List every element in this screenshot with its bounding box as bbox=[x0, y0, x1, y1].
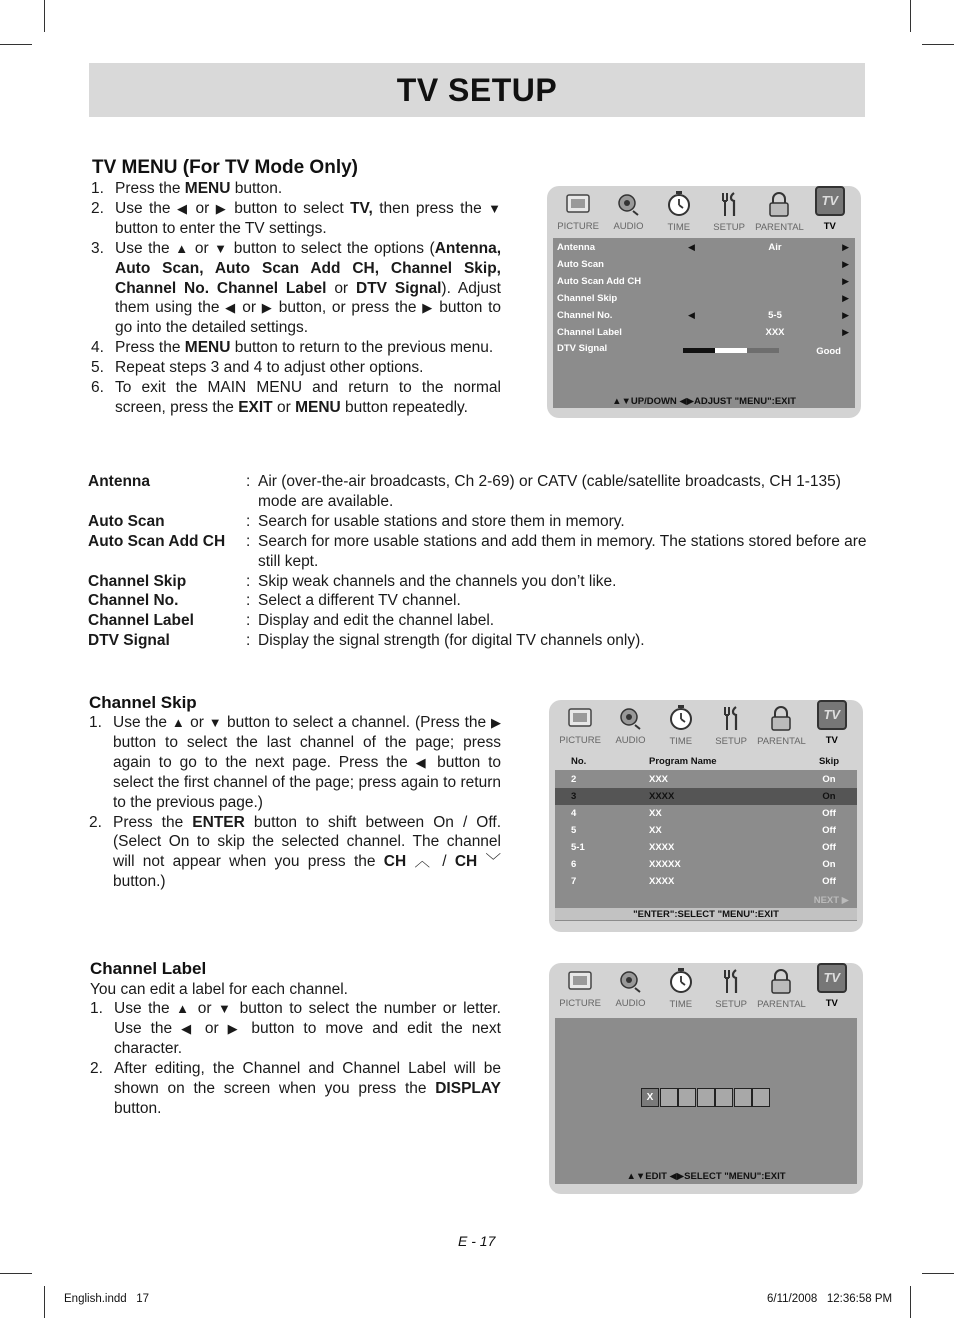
osd-tab-label: SETUP bbox=[715, 736, 747, 747]
program-name: XX bbox=[649, 825, 662, 836]
step-text-run: Press the bbox=[115, 339, 185, 357]
picture-icon bbox=[563, 190, 593, 217]
tv-icon bbox=[815, 190, 845, 217]
osd-row-label: Auto Scan bbox=[557, 259, 604, 270]
tv-badge: TV bbox=[817, 963, 847, 993]
osd-tab-label: TV bbox=[823, 221, 836, 232]
skip-state[interactable]: On bbox=[822, 774, 836, 785]
osd-tab-bar bbox=[555, 967, 857, 1009]
step-text-run: or bbox=[185, 714, 209, 731]
osd-tab-label: PICTURE bbox=[559, 735, 601, 746]
time-icon bbox=[666, 967, 696, 995]
osd-row-dtv-signal bbox=[557, 340, 849, 357]
skip-state[interactable]: Off bbox=[822, 842, 836, 853]
step-number: 2. bbox=[90, 1059, 103, 1077]
col-header-no: No. bbox=[571, 756, 587, 767]
osd-menu-row[interactable] bbox=[557, 256, 849, 273]
skip-state[interactable]: Off bbox=[822, 808, 836, 819]
definition-term: Auto Scan bbox=[88, 512, 165, 530]
step-text-run: or bbox=[236, 299, 262, 317]
time-icon bbox=[664, 190, 694, 218]
definition-colon: : bbox=[246, 612, 251, 630]
step-text-run: or bbox=[272, 398, 296, 416]
step-text-run: button to return to the previous menu. bbox=[230, 339, 494, 357]
arrow-icon: ▶ bbox=[215, 200, 228, 216]
step-item bbox=[91, 338, 501, 358]
step-item bbox=[91, 378, 501, 418]
osd-nav-hint: "ENTER":SELECT "MENU":EXIT bbox=[633, 909, 779, 920]
channel-skip-steps bbox=[89, 713, 501, 892]
step-text bbox=[115, 199, 501, 239]
step-text-run: ﹀ button.) bbox=[113, 853, 501, 891]
arrow-icon: ▲ bbox=[171, 715, 186, 730]
osd-row-value: Air bbox=[768, 242, 782, 253]
arrow-icon: ▶ bbox=[422, 300, 434, 316]
button-name: MENU bbox=[184, 339, 231, 357]
label-char-box[interactable] bbox=[660, 1088, 678, 1107]
channel-number: 5-1 bbox=[571, 842, 585, 853]
step-item bbox=[90, 1059, 501, 1119]
definition-colon: : bbox=[246, 473, 251, 490]
osd-tab-label: PICTURE bbox=[557, 221, 599, 232]
osd-menu-row[interactable] bbox=[557, 307, 849, 324]
step-number: 2. bbox=[91, 199, 104, 217]
definition-colon: : bbox=[246, 512, 251, 530]
tv-menu-heading: TV MENU (For TV Mode Only) bbox=[92, 157, 358, 178]
button-name: ENTER bbox=[192, 813, 245, 831]
channel-row[interactable] bbox=[555, 839, 857, 856]
step-text-run: button to shift between On / Off. (Select On to skip the selected channel. The channel will not appear when you press the bbox=[113, 813, 502, 871]
osd-tab-label: SETUP bbox=[715, 999, 747, 1010]
signal-quality: Good bbox=[816, 346, 841, 357]
step-item bbox=[91, 239, 501, 339]
step-item bbox=[89, 813, 501, 893]
osd-tab-setup[interactable] bbox=[704, 190, 754, 232]
osd-row-label: Channel Label bbox=[557, 327, 622, 338]
arrow-icon: ▼ bbox=[488, 200, 501, 216]
setup-icon bbox=[716, 704, 746, 732]
osd-row-label: Antenna bbox=[557, 242, 595, 253]
label-char-box[interactable]: X bbox=[641, 1088, 659, 1107]
arrow-icon: ◀ bbox=[225, 300, 237, 316]
channel-row[interactable] bbox=[555, 856, 857, 873]
col-header-program-name: Program Name bbox=[649, 756, 717, 767]
channel-row[interactable] bbox=[555, 873, 857, 890]
osd-tab-label: AUDIO bbox=[615, 735, 646, 746]
osd-row-label: Channel Skip bbox=[557, 293, 618, 304]
step-number: 1. bbox=[89, 714, 102, 731]
channel-label-osd bbox=[549, 963, 863, 1194]
definition-text: Select a different TV channel. bbox=[258, 592, 461, 610]
step-text-run: button. bbox=[114, 1099, 162, 1117]
osd-tab-picture[interactable] bbox=[555, 967, 605, 1009]
osd-tab-picture[interactable] bbox=[553, 190, 603, 232]
skip-table-header bbox=[555, 753, 857, 770]
osd-tab-label: TV bbox=[825, 998, 838, 1009]
definition-text: Search for usable stations and store them in memory. bbox=[258, 512, 625, 530]
crop-mark bbox=[922, 1273, 954, 1274]
program-name: XXXX bbox=[649, 842, 675, 853]
right-arrow-icon: ▶ bbox=[842, 310, 849, 320]
picture-icon bbox=[565, 704, 595, 731]
definition-row bbox=[88, 512, 868, 532]
signal-meter-segment bbox=[683, 348, 715, 353]
step-text-run: After editing, the Channel and Channel Label will be shown on the screen when you press the bbox=[114, 1059, 501, 1097]
osd-tab-picture[interactable] bbox=[555, 704, 605, 746]
skip-state[interactable]: Off bbox=[822, 876, 836, 887]
osd-menu-row[interactable] bbox=[557, 273, 849, 290]
step-number: 1. bbox=[90, 1000, 103, 1017]
definition-term: Antenna bbox=[88, 473, 150, 490]
program-name: XXX bbox=[649, 774, 669, 785]
osd-tab-label: PARENTAL bbox=[757, 999, 806, 1010]
label-char-box[interactable] bbox=[678, 1088, 696, 1107]
step-number: 3. bbox=[91, 239, 104, 257]
crop-mark bbox=[910, 0, 911, 32]
osd-tab-label: TV bbox=[825, 735, 838, 746]
button-name: DISPLAY bbox=[435, 1079, 501, 1097]
osd-tab-parental[interactable] bbox=[756, 967, 806, 1009]
step-number: 6. bbox=[91, 379, 104, 397]
definition-term: DTV Signal bbox=[88, 632, 170, 650]
label-char-box[interactable] bbox=[734, 1088, 752, 1107]
option-definitions bbox=[88, 472, 868, 651]
crop-mark bbox=[922, 44, 954, 45]
step-text-run: button to select the last channel of the page; press again to go to the next page. Press the bbox=[113, 733, 501, 771]
step-text bbox=[113, 713, 501, 813]
step-text-run: button. bbox=[230, 180, 283, 197]
channel-label-intro: You can edit a label for each channel. bbox=[90, 981, 348, 998]
step-text bbox=[115, 358, 501, 378]
skip-state[interactable]: On bbox=[822, 859, 836, 870]
channel-label-steps bbox=[90, 999, 501, 1118]
osd-tab-label: PARENTAL bbox=[755, 222, 804, 233]
channel-number: 3 bbox=[571, 791, 577, 802]
crop-mark bbox=[910, 1286, 911, 1318]
button-name: MENU bbox=[295, 398, 341, 416]
osd-tab-setup[interactable] bbox=[706, 704, 756, 746]
osd-tab-bar bbox=[555, 704, 857, 746]
osd-tab-parental[interactable] bbox=[756, 704, 806, 746]
step-number: 4. bbox=[91, 339, 104, 357]
audio-icon bbox=[615, 704, 645, 731]
step-text-run: button to select bbox=[227, 199, 351, 217]
step-text-run: Use the bbox=[114, 1000, 177, 1017]
definition-row bbox=[88, 611, 868, 631]
channel-number: 5 bbox=[571, 825, 577, 836]
crop-mark bbox=[0, 44, 32, 45]
definition-text: Display and edit the channel label. bbox=[258, 612, 495, 630]
crop-mark bbox=[44, 0, 45, 32]
osd-row-label: DTV Signal bbox=[557, 343, 608, 354]
button-name: MENU bbox=[184, 180, 231, 197]
right-arrow-icon: ▶ bbox=[842, 276, 849, 286]
step-text-run: or bbox=[326, 279, 356, 297]
channel-number: 2 bbox=[571, 774, 577, 785]
program-name: XXXX bbox=[649, 876, 675, 887]
step-text bbox=[115, 378, 501, 418]
arrow-icon: ◀ bbox=[415, 754, 430, 770]
definition-colon: : bbox=[246, 592, 251, 610]
channel-row[interactable] bbox=[555, 822, 857, 839]
osd-tab-time[interactable] bbox=[656, 704, 706, 746]
channel-row[interactable] bbox=[555, 771, 857, 788]
definition-text: Display the signal strength (for digital TV channels only). bbox=[258, 632, 645, 650]
osd-tab-label: TIME bbox=[669, 736, 693, 747]
audio-icon bbox=[615, 967, 645, 994]
definition-colon: : bbox=[246, 532, 251, 550]
step-text bbox=[115, 239, 501, 339]
tv-menu-steps bbox=[91, 179, 501, 418]
step-item bbox=[91, 358, 501, 378]
setup-icon bbox=[714, 190, 744, 218]
step-number: 5. bbox=[91, 359, 104, 377]
definition-colon: : bbox=[246, 572, 251, 590]
osd-tab-time[interactable] bbox=[654, 190, 704, 232]
osd-tab-label: PARENTAL bbox=[757, 736, 806, 747]
channel-number: 6 bbox=[571, 859, 577, 870]
step-text-run: To exit the MAIN MENU and return to the normal screen, press the bbox=[115, 379, 501, 416]
button-name: CH bbox=[454, 853, 478, 871]
step-text-run: Use the bbox=[113, 714, 172, 731]
footer-file: English.indd 17 bbox=[64, 1293, 150, 1305]
step-text-run: button to move and edit the next character. bbox=[114, 1019, 501, 1057]
skip-state[interactable]: Off bbox=[822, 825, 836, 836]
channel-skip-osd bbox=[549, 700, 863, 932]
tv-badge: TV bbox=[817, 700, 847, 730]
label-char-box[interactable] bbox=[752, 1088, 770, 1107]
step-text-run: button to select the options ( bbox=[228, 239, 435, 257]
step-text-run: or bbox=[189, 199, 216, 217]
osd-nav-hint: ▲▼EDIT ◀▶SELECT "MENU":EXIT bbox=[626, 1171, 786, 1182]
definition-term: Channel No. bbox=[88, 592, 179, 610]
definition-term: Auto Scan Add CH bbox=[88, 532, 226, 550]
channel-number: 7 bbox=[571, 876, 577, 887]
step-text-run: Use the bbox=[115, 199, 177, 217]
step-text-run: Repeat steps 3 and 4 to adjust other options. bbox=[115, 359, 424, 377]
arrow-icon: ▲ bbox=[176, 1001, 192, 1016]
step-item bbox=[91, 199, 501, 239]
step-text bbox=[115, 179, 501, 199]
step-text bbox=[115, 338, 501, 358]
osd-tab-label: SETUP bbox=[713, 222, 745, 233]
step-text-run: button to select the number or letter. Use the bbox=[114, 1000, 501, 1037]
osd-tab-audio[interactable] bbox=[605, 967, 655, 1009]
step-text bbox=[114, 1059, 501, 1119]
step-number: 2. bbox=[89, 813, 102, 831]
arrow-icon: ▲ bbox=[175, 240, 190, 256]
button-name: EXIT bbox=[238, 398, 273, 416]
arrow-icon: ▶ bbox=[261, 300, 274, 316]
osd-row-label: Auto Scan Add CH bbox=[557, 276, 642, 287]
definition-text: Search for more usable stations and add them in memory. The stations stored before are still kept. bbox=[258, 532, 867, 570]
step-text-run: button, or press the bbox=[273, 299, 423, 317]
button-name: DTV Signal bbox=[356, 279, 442, 297]
step-number: 1. bbox=[91, 180, 104, 197]
definition-row bbox=[88, 472, 868, 512]
definition-text: Air (over-the-air broadcasts, Ch 2-69) or CATV (cable/satellite broadcasts, CH 1-135) mode are available. bbox=[258, 473, 841, 510]
step-item bbox=[90, 999, 501, 1059]
osd-screen bbox=[555, 753, 857, 921]
next-page-hint: NEXT ▶ bbox=[813, 895, 849, 906]
osd-tab-label: TIME bbox=[667, 222, 691, 233]
osd-tab-parental[interactable] bbox=[754, 190, 804, 232]
step-text-run: button to enter the TV settings. bbox=[115, 219, 327, 237]
step-text-run: Press the bbox=[113, 813, 193, 831]
time-icon bbox=[666, 704, 696, 732]
right-arrow-icon: ▶ bbox=[842, 259, 849, 269]
step-text-run: button to go into the detailed settings. bbox=[115, 299, 502, 337]
osd-tab-label: TIME bbox=[669, 999, 693, 1010]
osd-screen bbox=[553, 238, 855, 408]
definition-term: Channel Label bbox=[88, 612, 194, 630]
left-arrow-icon: ◀ bbox=[688, 242, 695, 252]
channel-skip-heading: Channel Skip bbox=[89, 693, 197, 712]
osd-nav-hint: ▲▼UP/DOWN ◀▶ADJUST "MENU":EXIT bbox=[612, 396, 796, 407]
definition-row bbox=[88, 572, 868, 592]
osd-tab-bar bbox=[553, 190, 855, 232]
button-name: TV, bbox=[350, 199, 373, 217]
osd-menu-row[interactable] bbox=[557, 290, 849, 307]
osd-row-label: Channel No. bbox=[557, 310, 613, 321]
channel-label-heading: Channel Label bbox=[90, 959, 207, 978]
footer-timestamp: 6/11/2008 12:36:58 PM bbox=[767, 1293, 893, 1305]
step-text-run: or bbox=[195, 1019, 228, 1037]
step-text-run: button to select the first channel of the page; press again to return to the previous page.) bbox=[113, 753, 502, 811]
step-text-run: ︿ / bbox=[406, 853, 455, 871]
osd-tab-tv[interactable] bbox=[807, 967, 857, 1009]
definition-text: Skip weak channels and the channels you don’t like. bbox=[258, 572, 617, 590]
osd-menu-row[interactable] bbox=[557, 239, 849, 256]
osd-tab-tv[interactable] bbox=[805, 190, 855, 232]
step-text-run: button repeatedly. bbox=[340, 398, 468, 416]
tv-icon bbox=[817, 967, 847, 994]
arrow-icon: ▶ bbox=[491, 715, 501, 730]
crop-mark bbox=[44, 1286, 45, 1318]
arrow-icon: ▼ bbox=[208, 715, 223, 730]
arrow-icon: ▼ bbox=[214, 240, 229, 256]
tv-badge: TV bbox=[815, 186, 845, 216]
page-number: E - 17 bbox=[458, 1233, 496, 1249]
button-name: Antenna, Auto Scan, Auto Scan Add CH, Channel Skip, Channel No. Channel Label bbox=[115, 239, 501, 297]
step-item bbox=[89, 713, 501, 813]
osd-tab-label: AUDIO bbox=[615, 998, 646, 1009]
step-text-run: Use the bbox=[115, 239, 176, 257]
osd-tab-audio[interactable] bbox=[603, 190, 653, 232]
step-text bbox=[113, 813, 501, 893]
parental-icon bbox=[764, 190, 794, 218]
definition-term: Channel Skip bbox=[88, 572, 187, 590]
signal-meter-segment bbox=[715, 348, 747, 353]
channel-row[interactable] bbox=[555, 805, 857, 822]
step-text-run: or bbox=[191, 1000, 219, 1017]
channel-row[interactable] bbox=[555, 788, 857, 805]
step-item bbox=[91, 179, 501, 199]
arrow-icon: ◀ bbox=[176, 200, 190, 216]
arrow-icon: ▼ bbox=[218, 1001, 234, 1016]
signal-meter bbox=[683, 348, 779, 353]
program-name: XXXX bbox=[649, 791, 675, 802]
left-arrow-icon: ◀ bbox=[688, 310, 695, 320]
audio-icon bbox=[613, 190, 643, 217]
tv-menu-osd bbox=[547, 186, 861, 418]
osd-tab-label: AUDIO bbox=[613, 221, 644, 232]
step-text-run: or bbox=[189, 239, 215, 257]
picture-icon bbox=[565, 967, 595, 994]
definition-colon: : bbox=[246, 632, 251, 650]
osd-row-value: 5-5 bbox=[768, 310, 782, 321]
step-text bbox=[114, 999, 501, 1059]
col-header-skip: Skip bbox=[818, 756, 840, 767]
setup-icon bbox=[716, 967, 746, 995]
channel-number: 4 bbox=[571, 808, 577, 819]
right-arrow-icon: ▶ bbox=[842, 327, 849, 337]
definition-row bbox=[88, 532, 868, 572]
parental-icon bbox=[766, 704, 796, 732]
crop-mark bbox=[0, 1273, 32, 1274]
osd-tab-tv[interactable] bbox=[807, 704, 857, 746]
osd-tab-setup[interactable] bbox=[706, 967, 756, 1009]
page-title: TV SETUP bbox=[396, 71, 558, 108]
step-text-run: Press the bbox=[115, 180, 185, 197]
tv-icon bbox=[817, 704, 847, 731]
osd-nav-bar bbox=[555, 908, 857, 920]
step-text-run: button to select a channel. (Press the bbox=[222, 714, 491, 731]
step-text-run: ). Adjust them using the bbox=[115, 279, 501, 317]
osd-row-value: XXX bbox=[765, 327, 785, 338]
program-name: XX bbox=[649, 808, 662, 819]
osd-tab-label: PICTURE bbox=[559, 998, 601, 1009]
page-title-bar bbox=[89, 63, 865, 117]
osd-menu-row[interactable] bbox=[557, 324, 849, 341]
label-char-box[interactable] bbox=[697, 1088, 715, 1107]
osd-screen bbox=[555, 1018, 857, 1184]
osd-tab-audio[interactable] bbox=[605, 704, 655, 746]
program-name: XXXXX bbox=[649, 859, 681, 870]
parental-icon bbox=[766, 967, 796, 995]
skip-state[interactable]: On bbox=[822, 791, 836, 802]
arrow-icon: ◀ bbox=[181, 1020, 196, 1036]
step-text-run: then press the bbox=[372, 199, 489, 217]
definition-row bbox=[88, 631, 868, 651]
definition-row bbox=[88, 591, 868, 611]
right-arrow-icon: ▶ bbox=[842, 293, 849, 303]
osd-tab-time[interactable] bbox=[656, 967, 706, 1009]
button-name: CH bbox=[383, 853, 407, 871]
label-char-box[interactable] bbox=[715, 1088, 733, 1107]
right-arrow-icon: ▶ bbox=[842, 242, 849, 252]
arrow-icon: ▶ bbox=[227, 1020, 243, 1036]
